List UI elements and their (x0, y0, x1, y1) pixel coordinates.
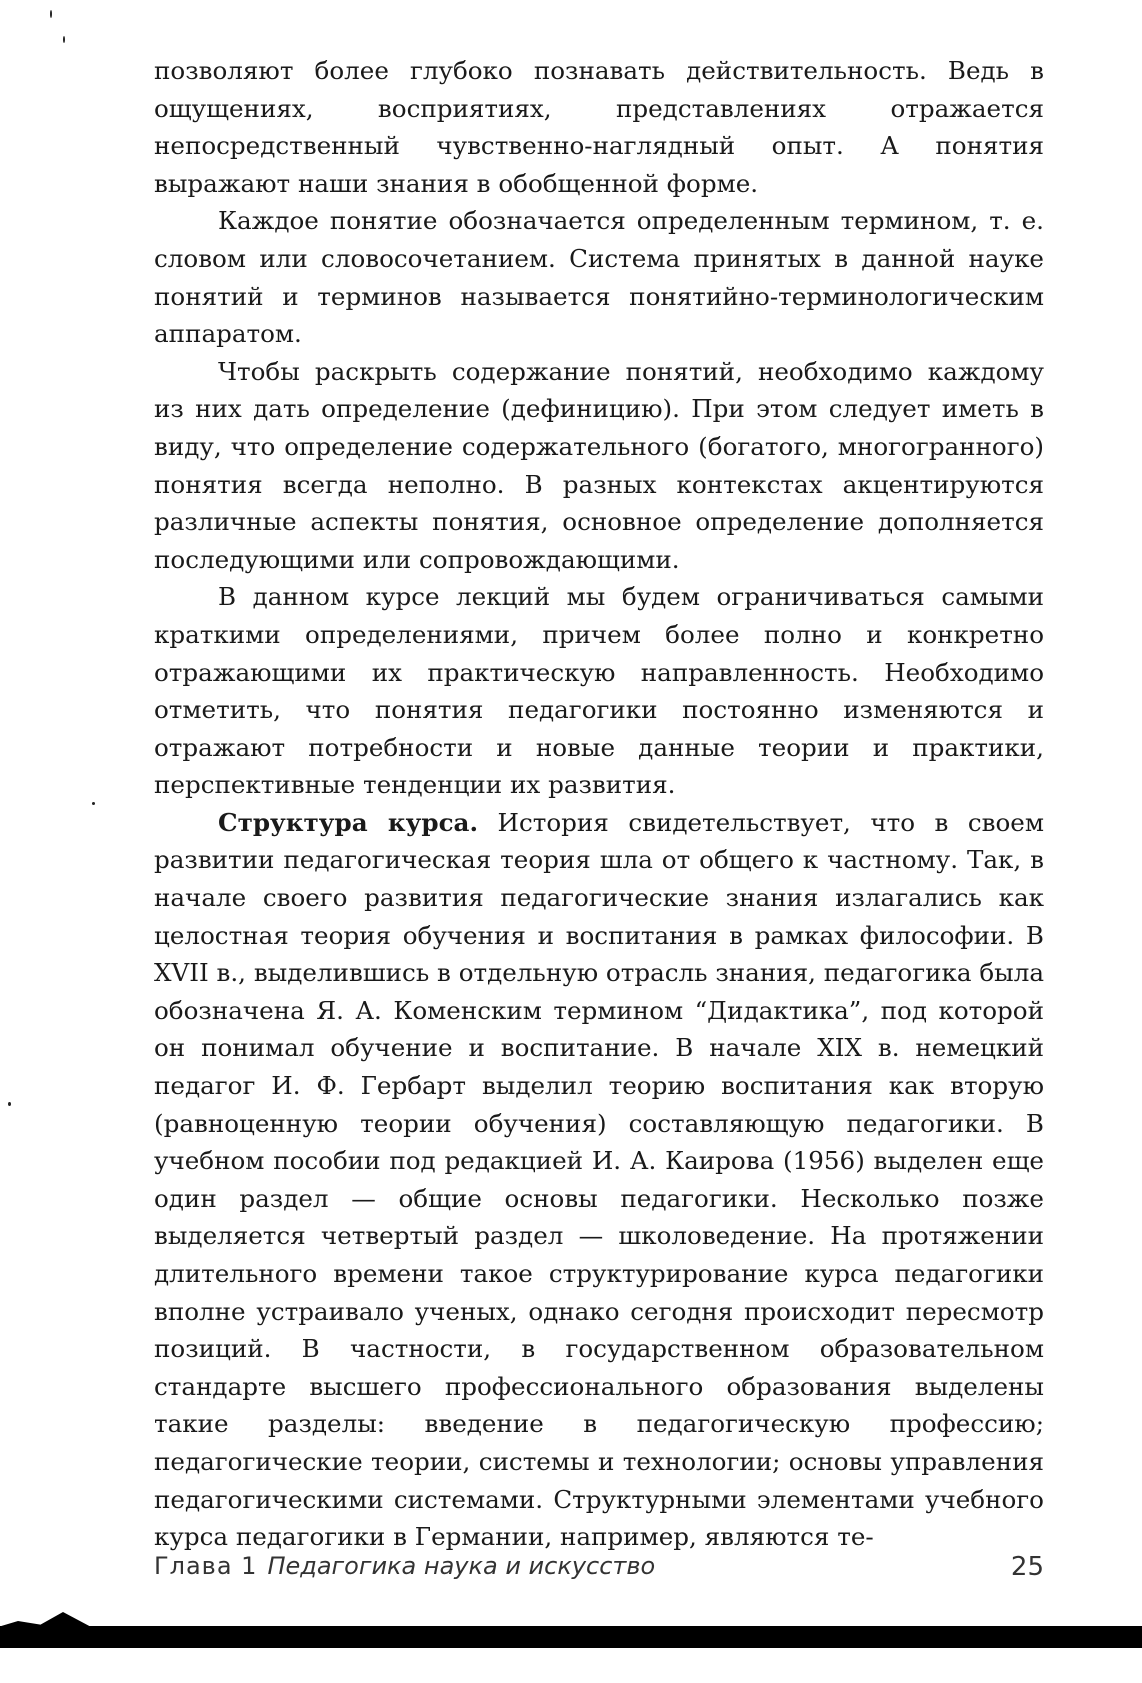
running-footer (154, 1552, 655, 1580)
page-footer (154, 1552, 1044, 1586)
scan-speck (50, 10, 52, 18)
scan-speck (8, 1102, 11, 1106)
section-lead-heading: Структура курса. (218, 807, 479, 837)
paragraph-3: Чтобы раскрыть содержание понятий, необходимо каждому из них дать определение (дефиницию). При этом следует иметь в виду, что определение содержательного (богатого, многогранного) понятия всегда неполно. В разных контекстах акцентируются различные аспекты понятия, основное определение дополняется последующими или сопровождающими. (154, 356, 1044, 574)
chapter-title: Педагогика наука и искусство (267, 1552, 656, 1580)
scan-edge-bar (0, 1626, 1142, 1648)
paragraph-4: В данном курсе лекций мы будем ограничиваться самыми краткими определениями, причем более полно и конкретно отражающими их практическую направленность. Необходимо отметить, что понятия педагогики постоянно изменяются и отражают потребности и новые данные теории и практики, перспективные тенденции их развития. (154, 582, 1044, 800)
scan-speck (92, 802, 95, 805)
page-number: 25 (1010, 1552, 1044, 1582)
paragraph-structure (154, 804, 1044, 1556)
scan-speck (63, 36, 65, 43)
body-text (154, 52, 1044, 1556)
section-lead-text: История свидетельствует, что в своем развитии педагогическая теория шла от общего к частному. Так, в начале своего развития педагогические знания излагались как целостная теория обучения и воспитания в рамках философии. В XVII в., выделившись в отдельную отрасль знания, педагогика была обозначена Я. А. Коменским термином “Дидактика”, под которой он понимал обучение и воспитание. В начале XIX в. немецкий педагог И. Ф. Гербарт выделил теорию воспитания как вторую (равноценную теории обучения) составляющую педагогики. В учебном пособии под редакцией И. А. Каирова (1956) выделен еще один раздел — общие основы педагогики. Несколько позже выделяется четвертый раздел — школоведение. На протяжении длительного времени такое структурирование курса педагогики вполне устраивало ученых, однако сегодня происходит пересмотр позиций. В частности, в государственном образовательном стандарте высшего профессионального образования выделены такие разделы: введение в педагогическую профессию; педагогические теории, системы и технологии; основы управления педагогическими системами. Структурными элементами учебного курса педагогики в Германии, например, являются те- (154, 807, 1044, 1552)
paragraph-1: позволяют более глубоко познавать действительность. Ведь в ощущениях, восприятиях, представлениях отражается непосредственный чувственно-наглядный опыт. А понятия выражают наши знания в обобщенной форме. (154, 56, 1044, 198)
paragraph-2: Каждое понятие обозначается определенным термином, т. е. словом или словосочетанием. Система принятых в данной науке понятий и терминов называется понятийно-терминологическим аппаратом. (154, 206, 1044, 349)
chapter-label: Глава 1 (154, 1552, 258, 1580)
